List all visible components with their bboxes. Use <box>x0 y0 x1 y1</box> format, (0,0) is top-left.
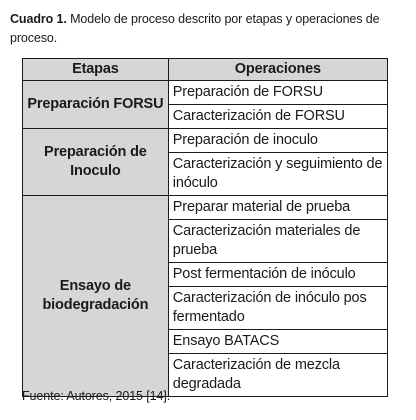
table-caption <box>10 10 406 48</box>
stage-cell: Preparación FORSU <box>23 81 169 129</box>
stage-cell: Ensayo de biodegradación <box>23 196 169 397</box>
process-table <box>22 58 388 397</box>
operation-cell: Preparación de inoculo <box>168 129 387 153</box>
source-note: Fuente: Autores, 2015 [14]. <box>22 389 171 403</box>
header-operaciones: Operaciones <box>168 59 387 81</box>
operation-cell: Preparación de FORSU <box>168 81 387 105</box>
table-header-row <box>23 59 388 81</box>
operation-cell: Preparar material de prueba <box>168 196 387 220</box>
caption-label: Cuadro 1. <box>10 12 67 26</box>
operation-cell: Caracterización materiales de prueba <box>168 220 387 263</box>
operation-cell: Caracterización de inóculo pos fermentado <box>168 287 387 330</box>
operation-cell: Ensayo BATACS <box>168 330 387 354</box>
caption-text: Modelo de proceso descrito por etapas y operaciones de proceso. <box>10 12 380 45</box>
table-row <box>23 129 388 153</box>
operation-cell: Caracterización de FORSU <box>168 105 387 129</box>
stage-cell: Preparación de Inoculo <box>23 129 169 196</box>
operation-cell: Post fermentación de inóculo <box>168 263 387 287</box>
operation-cell: Caracterización de mezcla degradada <box>168 354 387 397</box>
table-row <box>23 196 388 220</box>
table-row <box>23 81 388 105</box>
operation-cell: Caracterización y seguimiento de inóculo <box>168 153 387 196</box>
header-etapas: Etapas <box>23 59 169 81</box>
